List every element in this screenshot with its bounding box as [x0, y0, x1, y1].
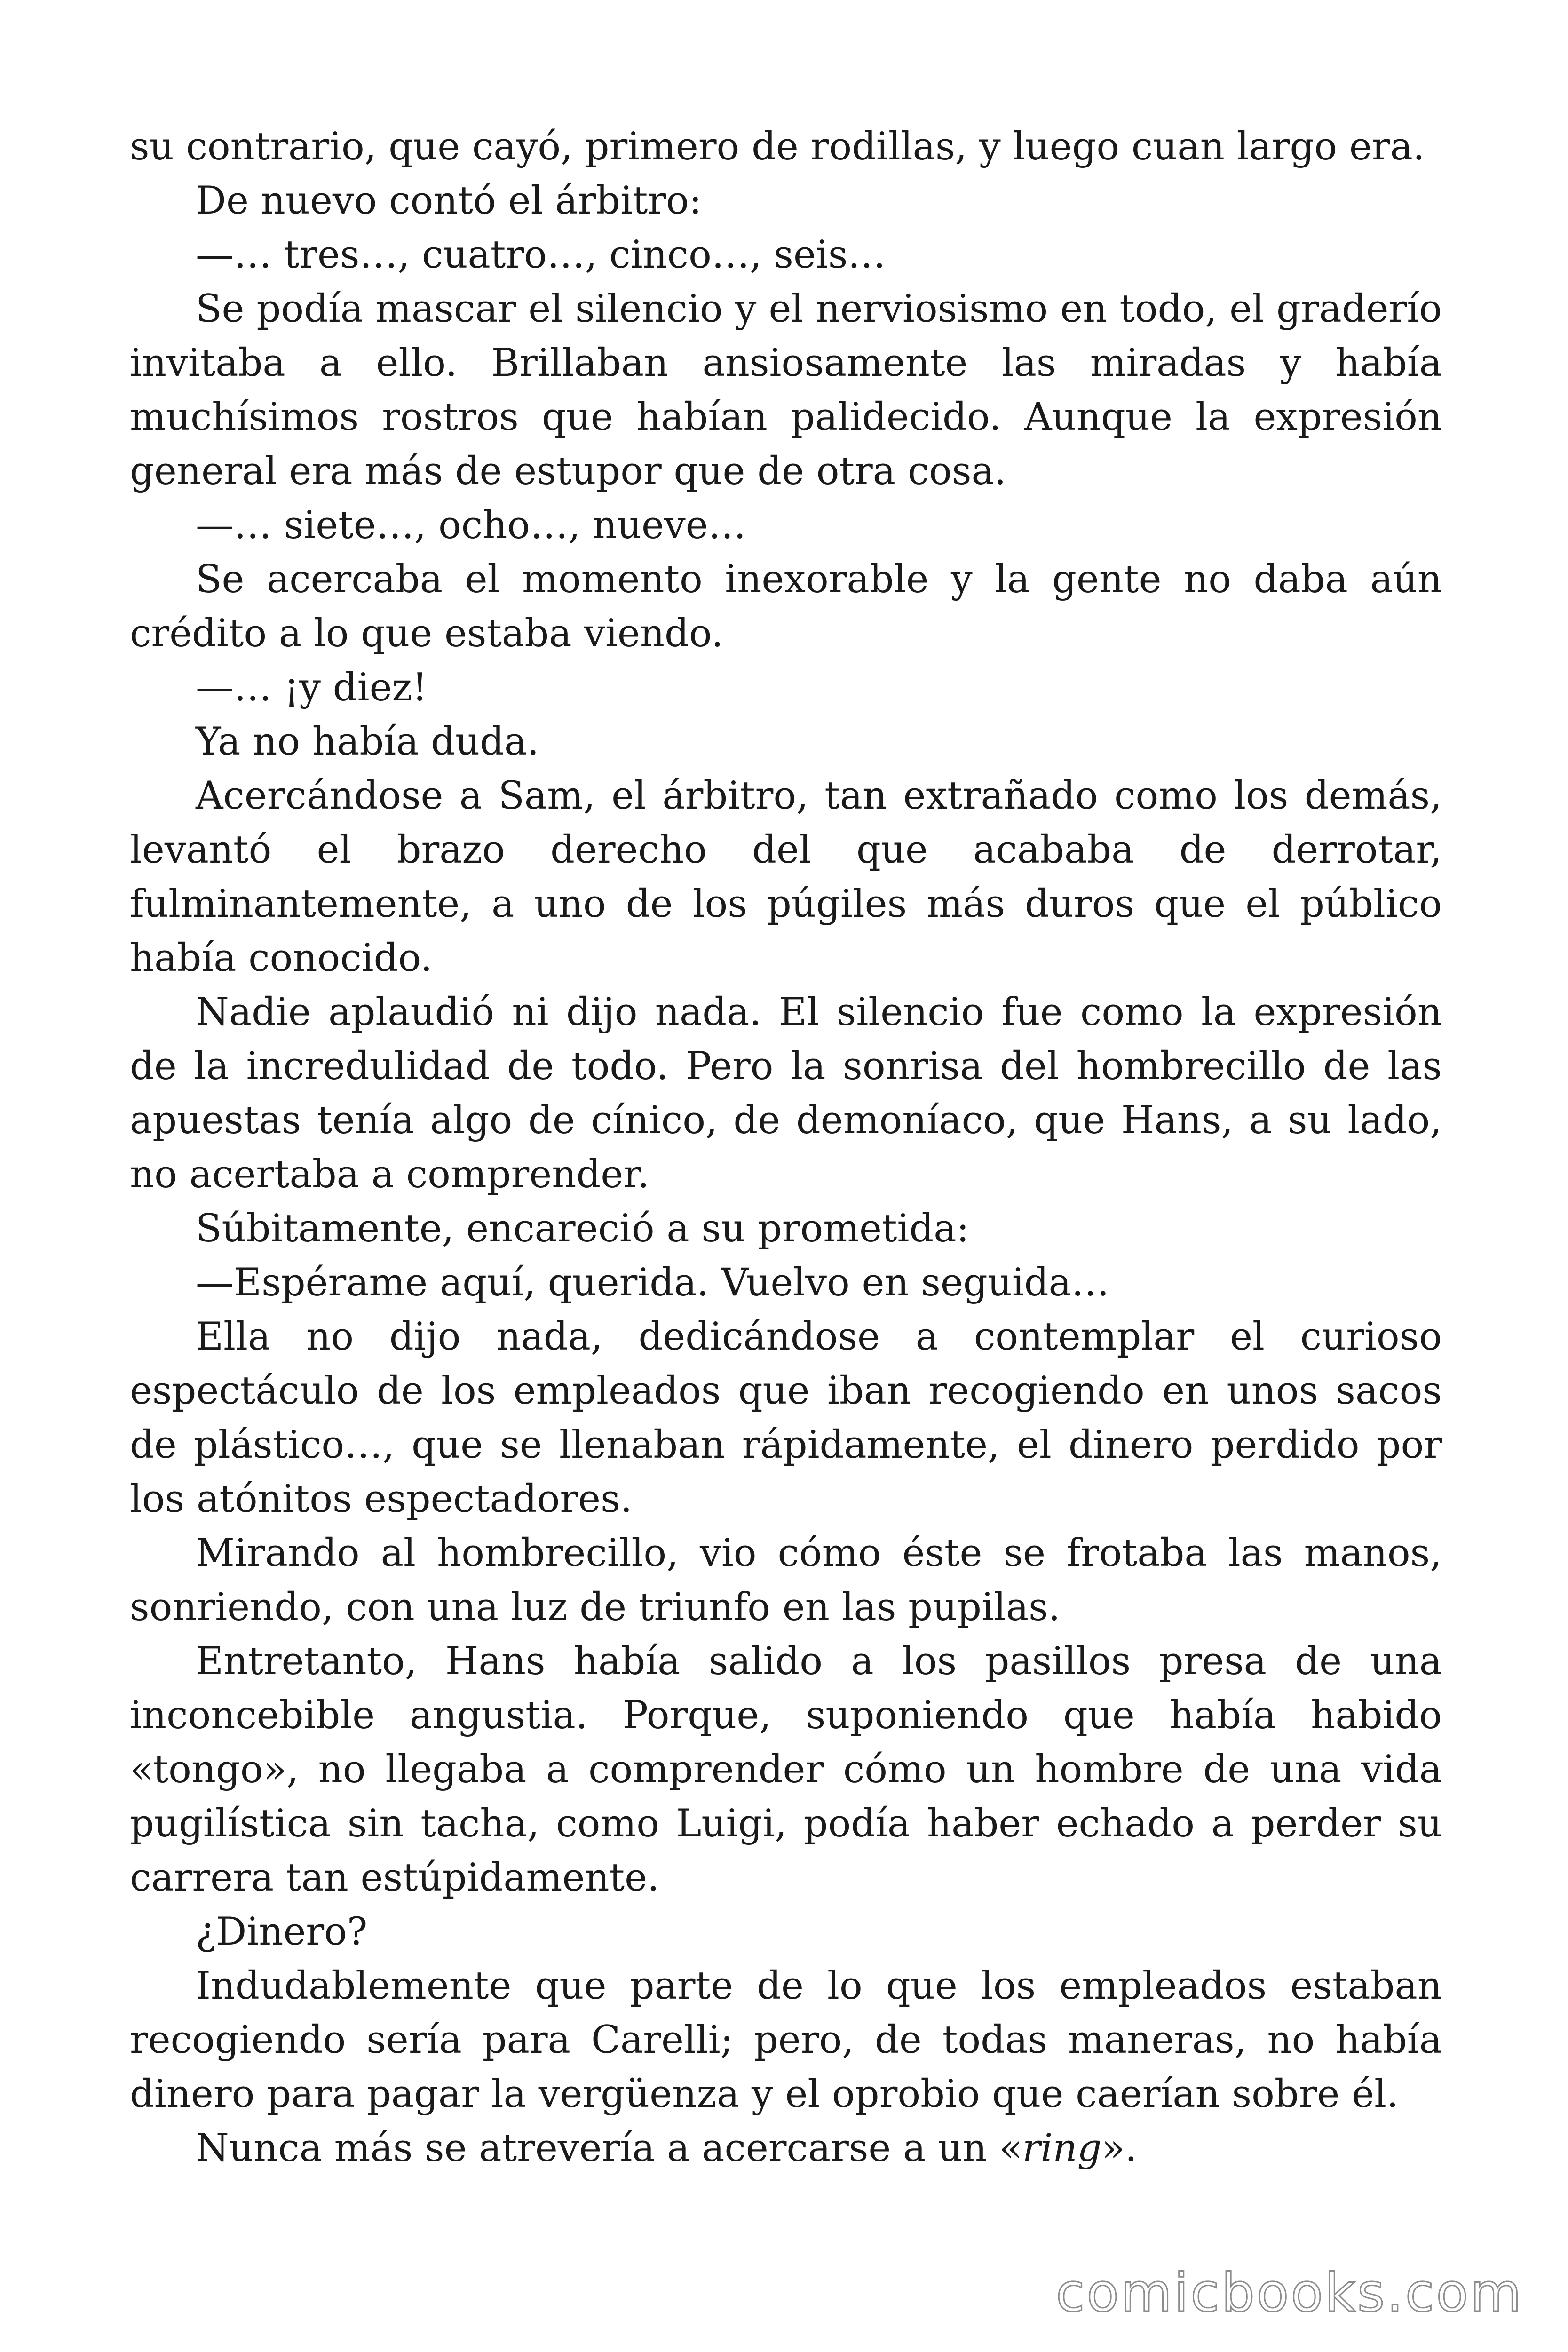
paragraph: Nadie aplaudió ni dijo nada. El silencio fue como la expresión de la incredulidad de todo. Pero la sonrisa del hombrecillo de las apuestas tenía algo de cínico, de demoníaco, que Hans, a su lado, no acertaba a comprender. [130, 990, 1442, 1197]
page-body [130, 120, 1442, 2122]
paragraph-text: Nunca más se atrevería a acercarse a un « [196, 2126, 1022, 2170]
paragraph: Se podía mascar el silencio y el nerviosismo en todo, el graderío invitaba a ello. Brillaban ansiosamente las miradas y había muchísimos rostros que habían palidecido. Aunque la expresión general era más de estupor que de otra cosa. [130, 287, 1442, 493]
paragraph: Ella no dijo nada, dedicándose a contemplar el curioso espectáculo de los empleados que iban recogiendo en unos sacos de plástico…, que se llenaban rápidamente, el dinero perdido por los atónitos espectadores. [130, 1315, 1442, 1521]
paragraph: Súbitamente, encareció a su prometida: [196, 1207, 969, 1251]
paragraph: ¿Dinero? [196, 1910, 368, 1954]
paragraph: —… ¡y diez! [196, 666, 428, 710]
paragraph: —… siete…, ocho…, nueve… [196, 503, 746, 548]
paragraph: Mirando al hombrecillo, vio cómo éste se frotaba las manos, sonriendo, con una luz de triunfo en las pupilas. [130, 1531, 1442, 1629]
paragraph: Se acercaba el momento inexorable y la gente no daba aún crédito a lo que estaba viendo. [130, 557, 1442, 656]
paragraph: De nuevo contó el árbitro: [196, 179, 702, 223]
paragraph: —… tres…, cuatro…, cinco…, seis… [196, 233, 886, 277]
paragraph [130, 2122, 1442, 2176]
paragraph: su contrario, que cayó, primero de rodillas, y luego cuan largo era. [130, 125, 1425, 169]
paragraph-text: ». [1101, 2126, 1137, 2170]
paragraph: Indudablemente que parte de lo que los empleados estaban recogiendo sería para Carelli; pero, de todas maneras, no había dinero para pagar la vergüenza y el oprobio que caerían sobre él. [130, 1964, 1442, 2116]
paragraph: Acercándose a Sam, el árbitro, tan extrañado como los demás, levantó el brazo derecho del que acababa de derrotar, fulminantemente, a uno de los púgiles más duros que el público había conocido. [130, 774, 1442, 980]
emphasized-word: ring [1022, 2126, 1102, 2170]
paragraph: —Espérame aquí, querida. Vuelvo en seguida… [196, 1261, 1109, 1305]
book-page [130, 120, 1442, 2176]
paragraph: Entretanto, Hans había salido a los pasillos presa de una inconcebible angustia. Porque, suponiendo que había habido «tongo», no llegaba a comprender cómo un hombre de una vida pugilística sin tacha, como Luigi, podía haber echado a perder su carrera tan estúpidamente. [130, 1639, 1442, 1900]
paragraph: Ya no había duda. [196, 720, 539, 764]
watermark: comicbooks.com [1055, 2263, 1523, 2324]
